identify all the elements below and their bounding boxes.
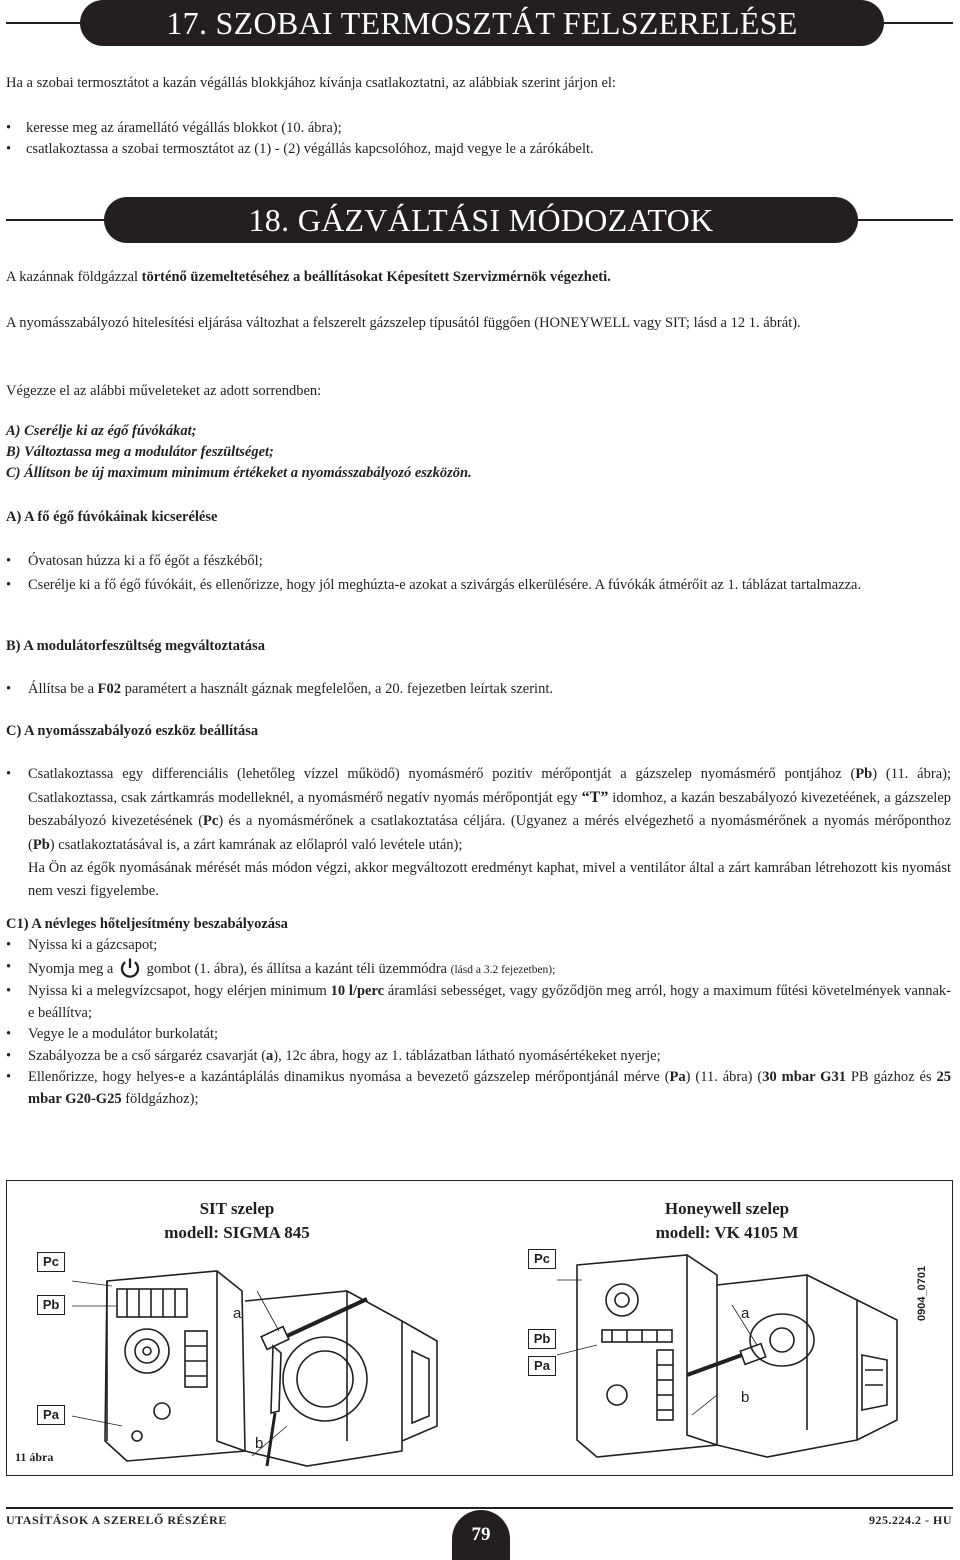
- honeywell-valve-title: Honeywell szelep modell: VK 4105 M: [655, 1199, 799, 1242]
- figure-caption: 11 ábra: [15, 1450, 54, 1464]
- list-item: • Nyissa ki a gázcsapot;: [6, 935, 951, 957]
- section-17-intro: Ha a szobai termosztátot a kazán végállás blokkjához kívánja csatlakoztatni, az alábbiak szerint járjon el:: [6, 75, 616, 91]
- subsection-c1-heading: C1) A névleges hőteljesítmény beszabályozása: [6, 916, 288, 932]
- list-item: • Ellenőrizze, hogy helyes-e a kazántáplálás dinamikus nyomása a bevezető gázszelep mérőpontjánál mérve (Pa) (11. ábra) (30 mbar G31 PB gázhoz és 25 mbar G20-G25 földgázhoz);: [6, 1067, 951, 1110]
- list-item: • Cserélje ki a fő égő fúvókáit, és ellenőrizze, hogy jól meghúzta-e azokat a szivárgás elkerülésére. A fúvókák átmérőit az 1. táblázat tartalmazza.: [6, 575, 951, 596]
- list-item: • Vegye le a modulátor burkolatát;: [6, 1024, 951, 1046]
- subsection-c-heading: C) A nyomásszabályozó eszköz beállítása: [6, 723, 259, 739]
- section-17-title: 17. SZOBAI TERMOSZTÁT FELSZERELÉSE: [80, 0, 884, 46]
- sit-letter-b: b: [255, 1435, 264, 1452]
- honeywell-letter-b: b: [741, 1389, 750, 1406]
- subsection-a-heading: A) A fő égő fúvókáinak kicserélése: [6, 509, 218, 525]
- footer-right: 925.224.2 - HU: [869, 1513, 952, 1527]
- list-item: • Óvatosan húzza ki a fő égőt a fészkéből;: [6, 551, 951, 572]
- section-18-p3: Végezze el az alábbi műveleteket az adott sorrendben:: [6, 383, 322, 399]
- subsection-b-heading: B) A modulátorfeszültség megváltoztatása: [6, 638, 265, 654]
- sit-valve-title: SIT szelep modell: SIGMA 845: [164, 1199, 310, 1242]
- figure-11: [6, 1180, 953, 1476]
- section-18-title: 18. GÁZVÁLTÁSI MÓDOZATOK: [104, 197, 858, 243]
- list-item: • Szabályozza be a cső sárgaréz csavarját (a), 12c ábra, hogy az 1. táblázatban látható nyomásértékeket nyerje;: [6, 1046, 951, 1068]
- subsection-a-list: [6, 551, 951, 596]
- sit-label-pa: Pa: [37, 1405, 65, 1425]
- list-item: • keresse meg az áramellátó végállás blokkot (10. ábra);: [6, 118, 951, 139]
- footer-rule: [6, 1507, 953, 1509]
- sit-label-pc: Pc: [37, 1252, 65, 1272]
- figure-code: 0904_0701: [916, 1265, 928, 1321]
- subsection-c1-list: [6, 935, 951, 1110]
- sit-letter-a: a: [233, 1305, 242, 1322]
- list-item: • Állítsa be a F02 paramétert a használt gáznak megfelelően, a 20. fejezetben leírtak szerint.: [6, 679, 951, 700]
- list-item: • Csatlakoztassa egy differenciális (lehetőleg vízzel működő) nyomásmérő pozitív mérőpontját a gázszelep nyomásmérő pontjához (Pb) (11. ábra); Csatlakoztassa, csak zártkamrás modelleknél, a nyomásmérő negatív nyomás mérőpontját egy “T” idomhoz, a kazán beszabályozó kivezetéének, a gázszelep beszabályozó kivezetésének (Pc) és a nyomásmérőnek a csatlakoztatása céljára. (Ugyanez a mérés elvégezhető a nyomásmérőnek a nyomás mérőponthoz (Pb) csatlakoztatásával is, a zárt kamrának az előlapról való levétele után); Ha Ön az égők nyomásának mérését más módon végzi, akkor megváltozott eredményt kaphat, mivel a ventilátor által a zárt kamrában létrehozott kis nyomást nem veszi figyelembe.: [6, 763, 951, 903]
- honeywell-label-pc: Pc: [528, 1249, 556, 1269]
- list-item: • csatlakoztassa a szobai termosztátot az (1) - (2) végállás kapcsolóhoz, majd vegye le a zárókábelt.: [6, 139, 951, 160]
- honeywell-label-pa: Pa: [528, 1356, 556, 1376]
- honeywell-label-pb: Pb: [528, 1329, 556, 1349]
- step-b: B) Változtassa meg a modulátor feszültséget;: [6, 444, 274, 460]
- section-17-bullets: [6, 118, 951, 160]
- list-item: • Nyomja meg a gombot (1. ábra), és állítsa a kazánt téli üzemmódra (lásd a 3.2 fejezetben);: [6, 957, 951, 982]
- honeywell-valve-illustration: [557, 1245, 927, 1470]
- section-18-p2: A nyomásszabályozó hitelesítési eljárása változhat a felszerelt gázszelep típusától függően (HONEYWELL vagy SIT; lásd a 12 1. ábrát).: [6, 315, 801, 331]
- subsection-b-list: [6, 679, 951, 700]
- power-icon: [119, 957, 141, 979]
- sit-label-pb: Pb: [37, 1295, 65, 1315]
- list-item: • Nyissa ki a melegvízcsapot, hogy elérjen minimum 10 l/perc áramlási sebességet, vagy győződjön meg arról, hogy a maximum fűtési követelmények vannak-e beállítva;: [6, 981, 951, 1024]
- step-a: A) Cserélje ki az égő fúvókákat;: [6, 423, 197, 439]
- step-c: C) Állítson be új maximum minimum értékeket a nyomásszabályozó eszközön.: [6, 465, 472, 481]
- page-number: 79: [452, 1510, 510, 1560]
- honeywell-letter-a: a: [741, 1305, 750, 1322]
- footer-left: UTASÍTÁSOK A SZERELŐ RÉSZÉRE: [6, 1513, 227, 1527]
- subsection-c-body: [6, 763, 951, 903]
- section-18-p1: A kazánnak földgázzal történő üzemeltetéséhez a beállításokat Képesített Szervizmérnök végezheti.: [6, 269, 611, 285]
- steps-list: [6, 421, 951, 484]
